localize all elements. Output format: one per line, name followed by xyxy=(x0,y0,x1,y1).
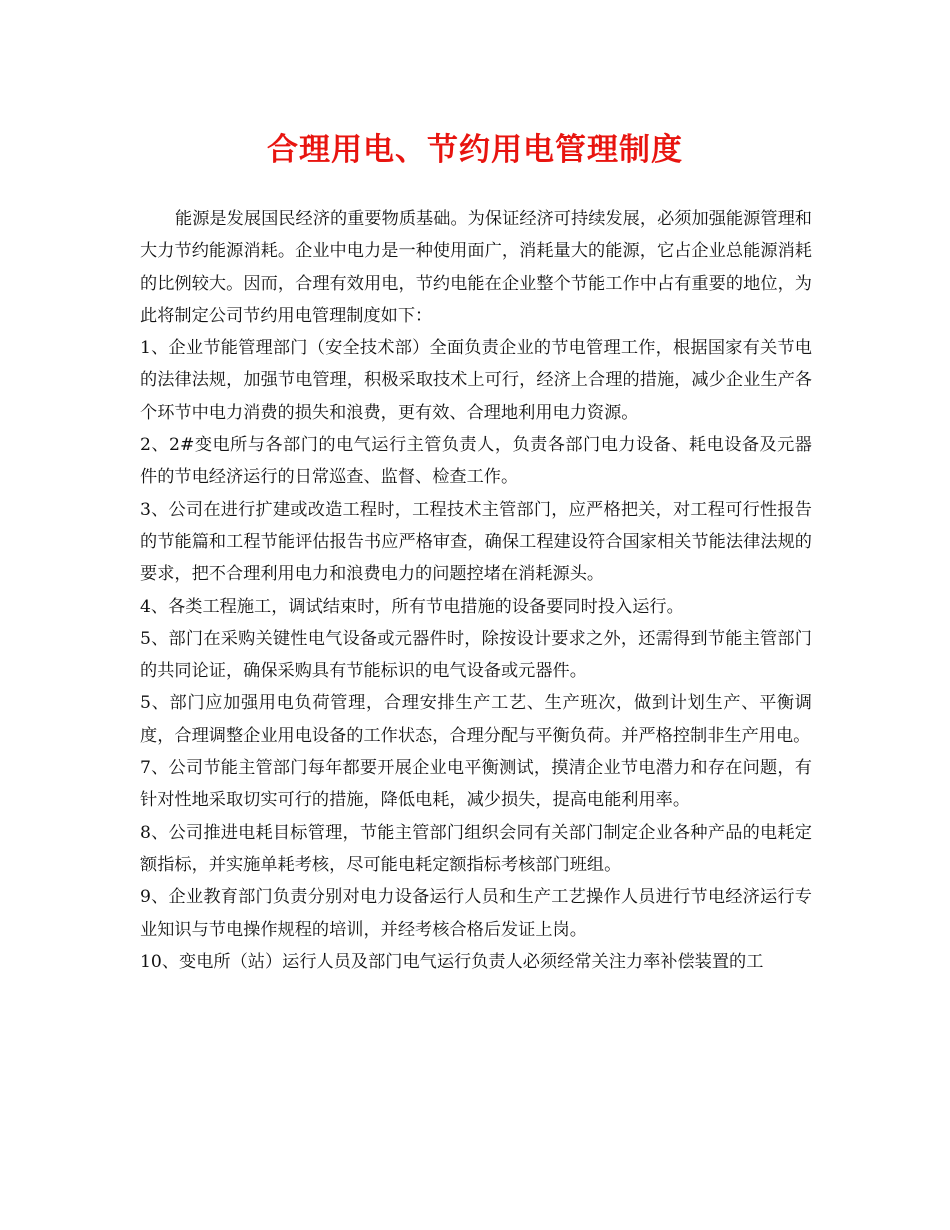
list-item-5: 5、部门在采购关键性电气设备或元器件时，除按设计要求之外，还需得到节能主管部门的共同论证，确保采购具有节能标识的电气设备或元器件。 xyxy=(140,628,812,682)
list-item-6: 5、部门应加强用电负荷管理，合理安排生产工艺、生产班次，做到计划生产、平衡调度，合理调整企业用电设备的工作状态，合理分配与平衡负荷。并严格控制非生产用电。 xyxy=(140,693,812,746)
list-item-9: 9、企业教育部门负责分别对电力设备运行人员和生产工艺操作人员进行节电经济运行专业知识与节电操作规程的培训，并经考核合格后发证上岗。 xyxy=(140,887,812,940)
list-item-7: 7、公司节能主管部门每年都要开展企业电平衡测试，摸清企业节电潜力和存在问题，有针对性地采取切实可行的措施，降低电耗，减少损失，提高电能利用率。 xyxy=(140,758,812,811)
list-item-2: 2、2#变电所与各部门的电气运行主管负责人，负责各部门电力设备、耗电设备及元器件的节电经济运行的日常巡查、监督、检查工作。 xyxy=(140,435,812,488)
list-item-8: 8、公司推进电耗目标管理，节能主管部门组织会同有关部门制定企业各种产品的电耗定额指标，并实施单耗考核，尽可能电耗定额指标考核部门班组。 xyxy=(140,822,812,875)
document-title: 合理用电、节约用电管理制度 xyxy=(267,132,683,168)
list-item-10: 10、变电所（站）运行人员及部门电气运行负责人必须经常关注力率补偿装置的工 xyxy=(140,951,764,972)
intro-paragraph: 能源是发展国民经济的重要物质基础。为保证经济可持续发展，必须加强能源管理和大力节约能源消耗。企业中电力是一种使用面广，消耗量大的能源，它占企业总能源消耗的比例较大。因而，合理有效用电，节约电能在企业整个节能工作中占有重要的地位，为此将制定公司节约用电管理制度如下： xyxy=(140,209,812,326)
list-item-1: 1、企业节能管理部门（安全技术部）全面负责企业的节电管理工作，根据国家有关节电的法律法规，加强节电管理，积极采取技术上可行，经济上合理的措施，减少企业生产各个环节中电力消费的损失和浪费，更有效、合理地利用电力资源。 xyxy=(140,338,812,423)
list-item-3: 3、公司在进行扩建或改造工程时，工程技术主管部门，应严格把关，对工程可行性报告的节能篇和工程节能评估报告书应严格审查，确保工程建设符合国家相关节能法律法规的要求，把不合理利用电力和浪费电力的问题控堵在消耗源头。 xyxy=(140,499,812,585)
document-body xyxy=(140,203,812,978)
list-item-4: 4、各类工程施工，调试结束时，所有节电措施的设备要同时投入运行。 xyxy=(140,596,684,617)
